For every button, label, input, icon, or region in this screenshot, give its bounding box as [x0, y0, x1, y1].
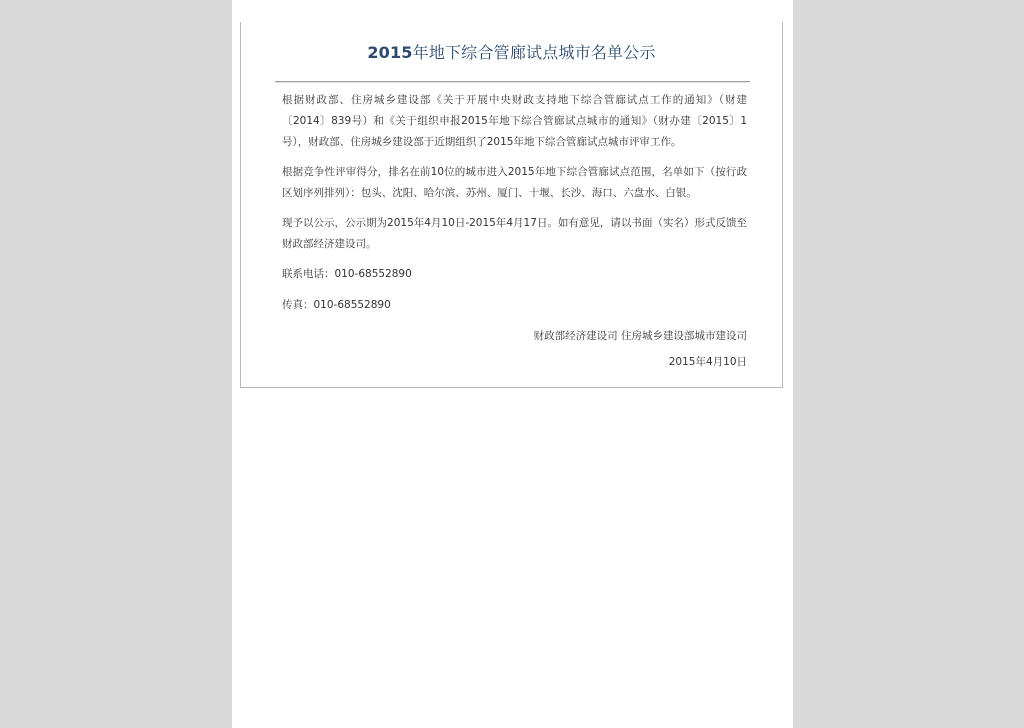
paragraph-city-list: 根据竞争性评审得分，排名在前10位的城市进入2015年地下综合管廊试点范围，名单如下（按行政区划序列排列）：包头、沈阳、哈尔滨、苏州、厦门、十堰、长沙、海口、六盘水、白银。 — [282, 166, 747, 199]
contact-phone: 联系电话：010-68552890 — [282, 268, 412, 280]
notice-body — [282, 90, 747, 373]
title-text: 年地下综合管廊试点城市名单公示 — [412, 43, 656, 62]
issuing-departments: 财政部经济建设司 住房城乡建设部城市建设司 — [533, 330, 747, 342]
paragraph-basis: 根据财政部、住房城乡建设部《关于开展中央财政支持地下综合管廊试点工作的通知》（财建〔2014〕839号）和《关于组织申报2015年地下综合管廊试点城市的通知》（财办建〔2015〕1号），财政部、住房城乡建设部于近期组织了2015年地下综合管廊试点城市评审工作。 — [282, 94, 747, 148]
document-page — [232, 0, 793, 728]
notice-box — [240, 22, 783, 388]
contact-fax: 传真：010-68552890 — [282, 299, 391, 311]
paragraph-publicity-period: 现予以公示，公示期为2015年4月10日-2015年4月17日。如有意见，请以书面（实名）形式反馈至财政部经济建设司。 — [282, 217, 747, 250]
title-year: 2015 — [367, 43, 413, 62]
title-divider — [275, 81, 750, 83]
page-title — [241, 40, 782, 63]
issue-date: 2015年4月10日 — [668, 356, 747, 368]
